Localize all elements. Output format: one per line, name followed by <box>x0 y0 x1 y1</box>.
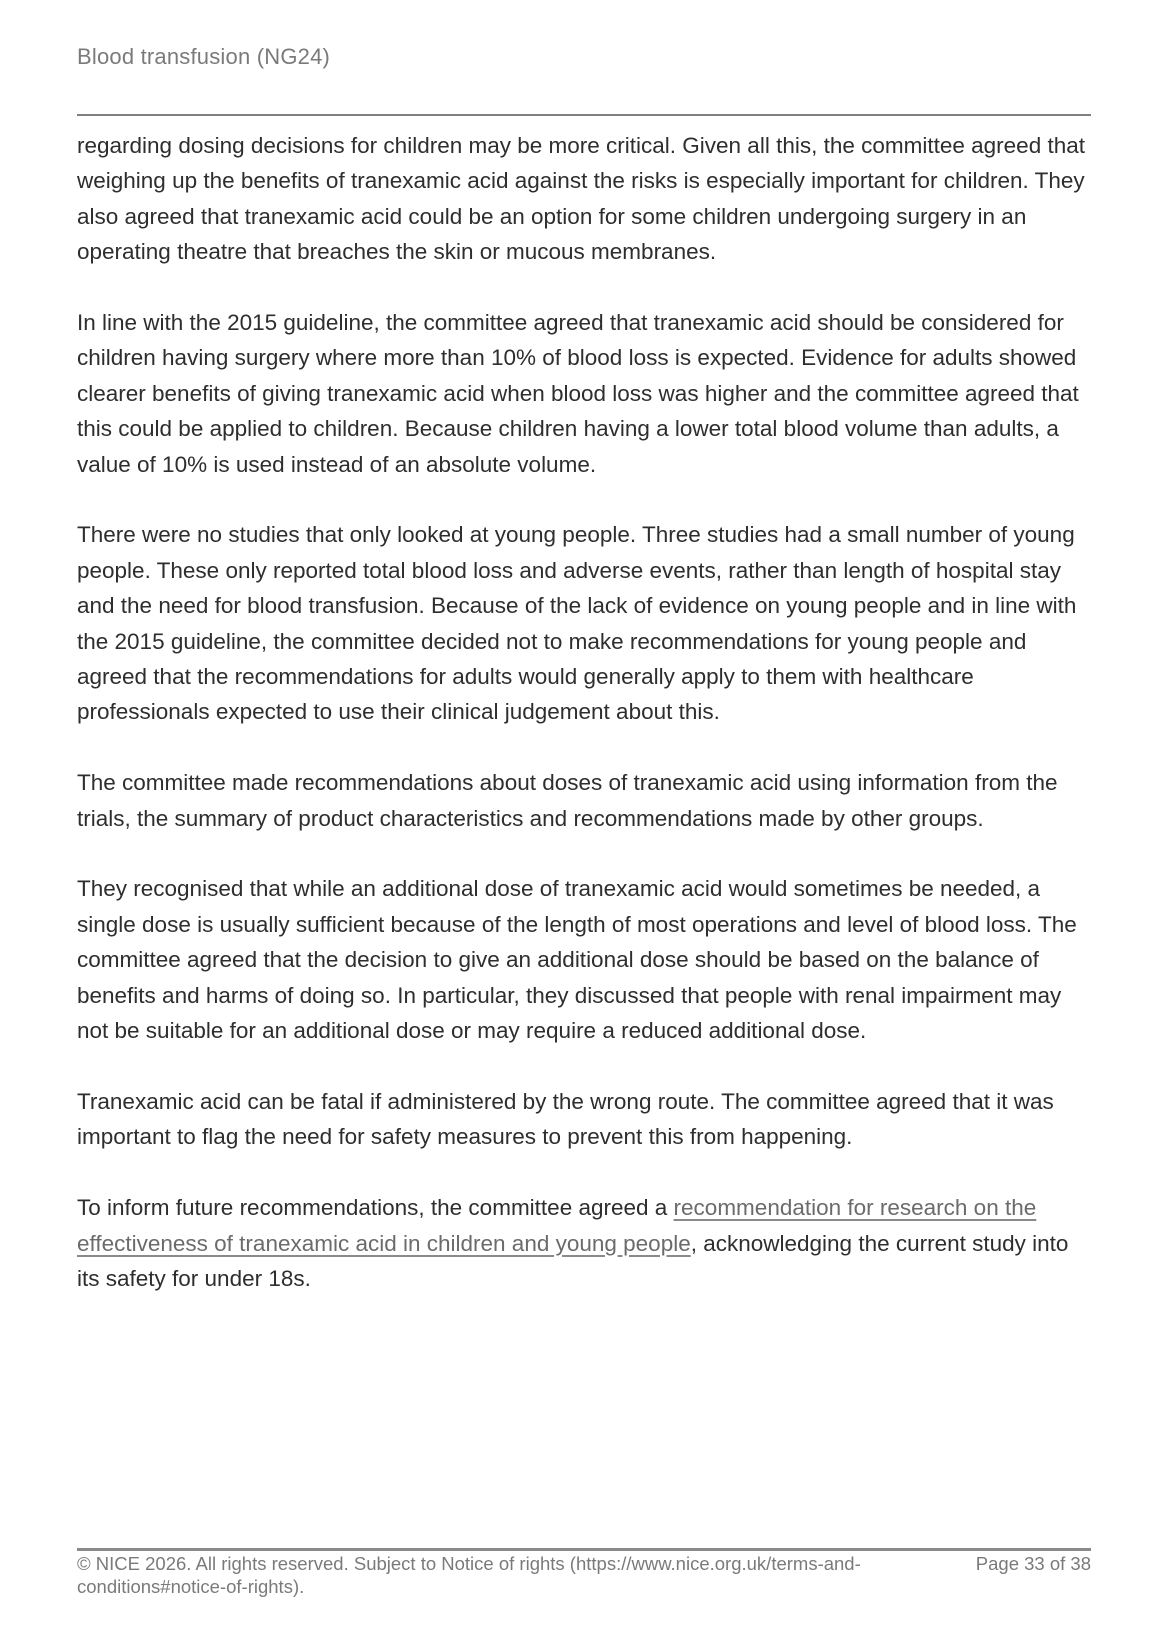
research-text-before: To inform future recommendations, the committee agreed a <box>77 1195 674 1221</box>
page-footer <box>77 1552 1091 1598</box>
paragraph-young-people: There were no studies that only looked at young people. Three studies had a small number of young people. These only reported total blood loss and adverse events, rather than length of hospital stay and the need for blood transfusion. Because of the lack of evidence on young people and in line with the 2015 guideline, the committee decided not to make recommendations for young people and agreed that the recommendations for adults would generally apply to them with healthcare professionals expected to use their clinical judgement about this. <box>77 522 1077 725</box>
paragraph-safety: Tranexamic acid can be fatal if administered by the wrong route. The committee agreed that it was important to flag the need for safety measures to prevent this from happening. <box>77 1088 1054 1150</box>
paragraph-additional-dose: They recognised that while an additional dose of tranexamic acid would sometimes be needed, a single dose is usually sufficient because of the length of most operations and level of blood loss. The committee agreed that the decision to give an additional dose should be based on the balance of benefits and harms of doing so. In particular, they discussed that people with renal impairment may not be suitable for an additional dose or may require a reduced additional dose. <box>77 876 1077 1044</box>
header-divider <box>77 114 1091 116</box>
document-header-title: Blood transfusion (NG24) <box>77 44 331 69</box>
document-body <box>77 128 1097 1332</box>
footer-copyright: © NICE 2026. All rights reserved. Subject to Notice of rights (https://www.nice.org.uk/terms-and-conditions#notice-of-rights). <box>77 1553 861 1597</box>
paragraph-doses: The committee made recommendations about doses of tranexamic acid using information from the trials, the summary of product characteristics and recommendations made by other groups. <box>77 770 1058 831</box>
paragraph-research-recommendation <box>77 1190 1097 1296</box>
research-text-after: , acknowledging the current study into its safety for under 18s. <box>77 1230 1069 1291</box>
paragraph-2015-guideline: In line with the 2015 guideline, the committee agreed that tranexamic acid should be considered for children having surgery where more than 10% of blood loss is expected. Evidence for adults showed clearer benefits of giving tranexamic acid when blood loss was higher and the committee agreed that this could be applied to children. Because children having a lower total blood volume than adults, a value of 10% is used instead of an absolute volume. <box>77 310 1079 477</box>
research-recommendation-link[interactable]: recommendation for research on the effectiveness of tranexamic acid in children and young people <box>77 1195 1037 1256</box>
footer-page-number: Page 33 of 38 <box>975 1553 1091 1574</box>
paragraph-dosing-children: regarding dosing decisions for children may be more critical. Given all this, the committee agreed that weighing up the benefits of tranexamic acid against the risks is especially important for children. They also agreed that tranexamic acid could be an option for some children undergoing surgery in an operating theatre that breaches the skin or mucous membranes. <box>77 133 1085 265</box>
footer-divider <box>77 1548 1091 1551</box>
